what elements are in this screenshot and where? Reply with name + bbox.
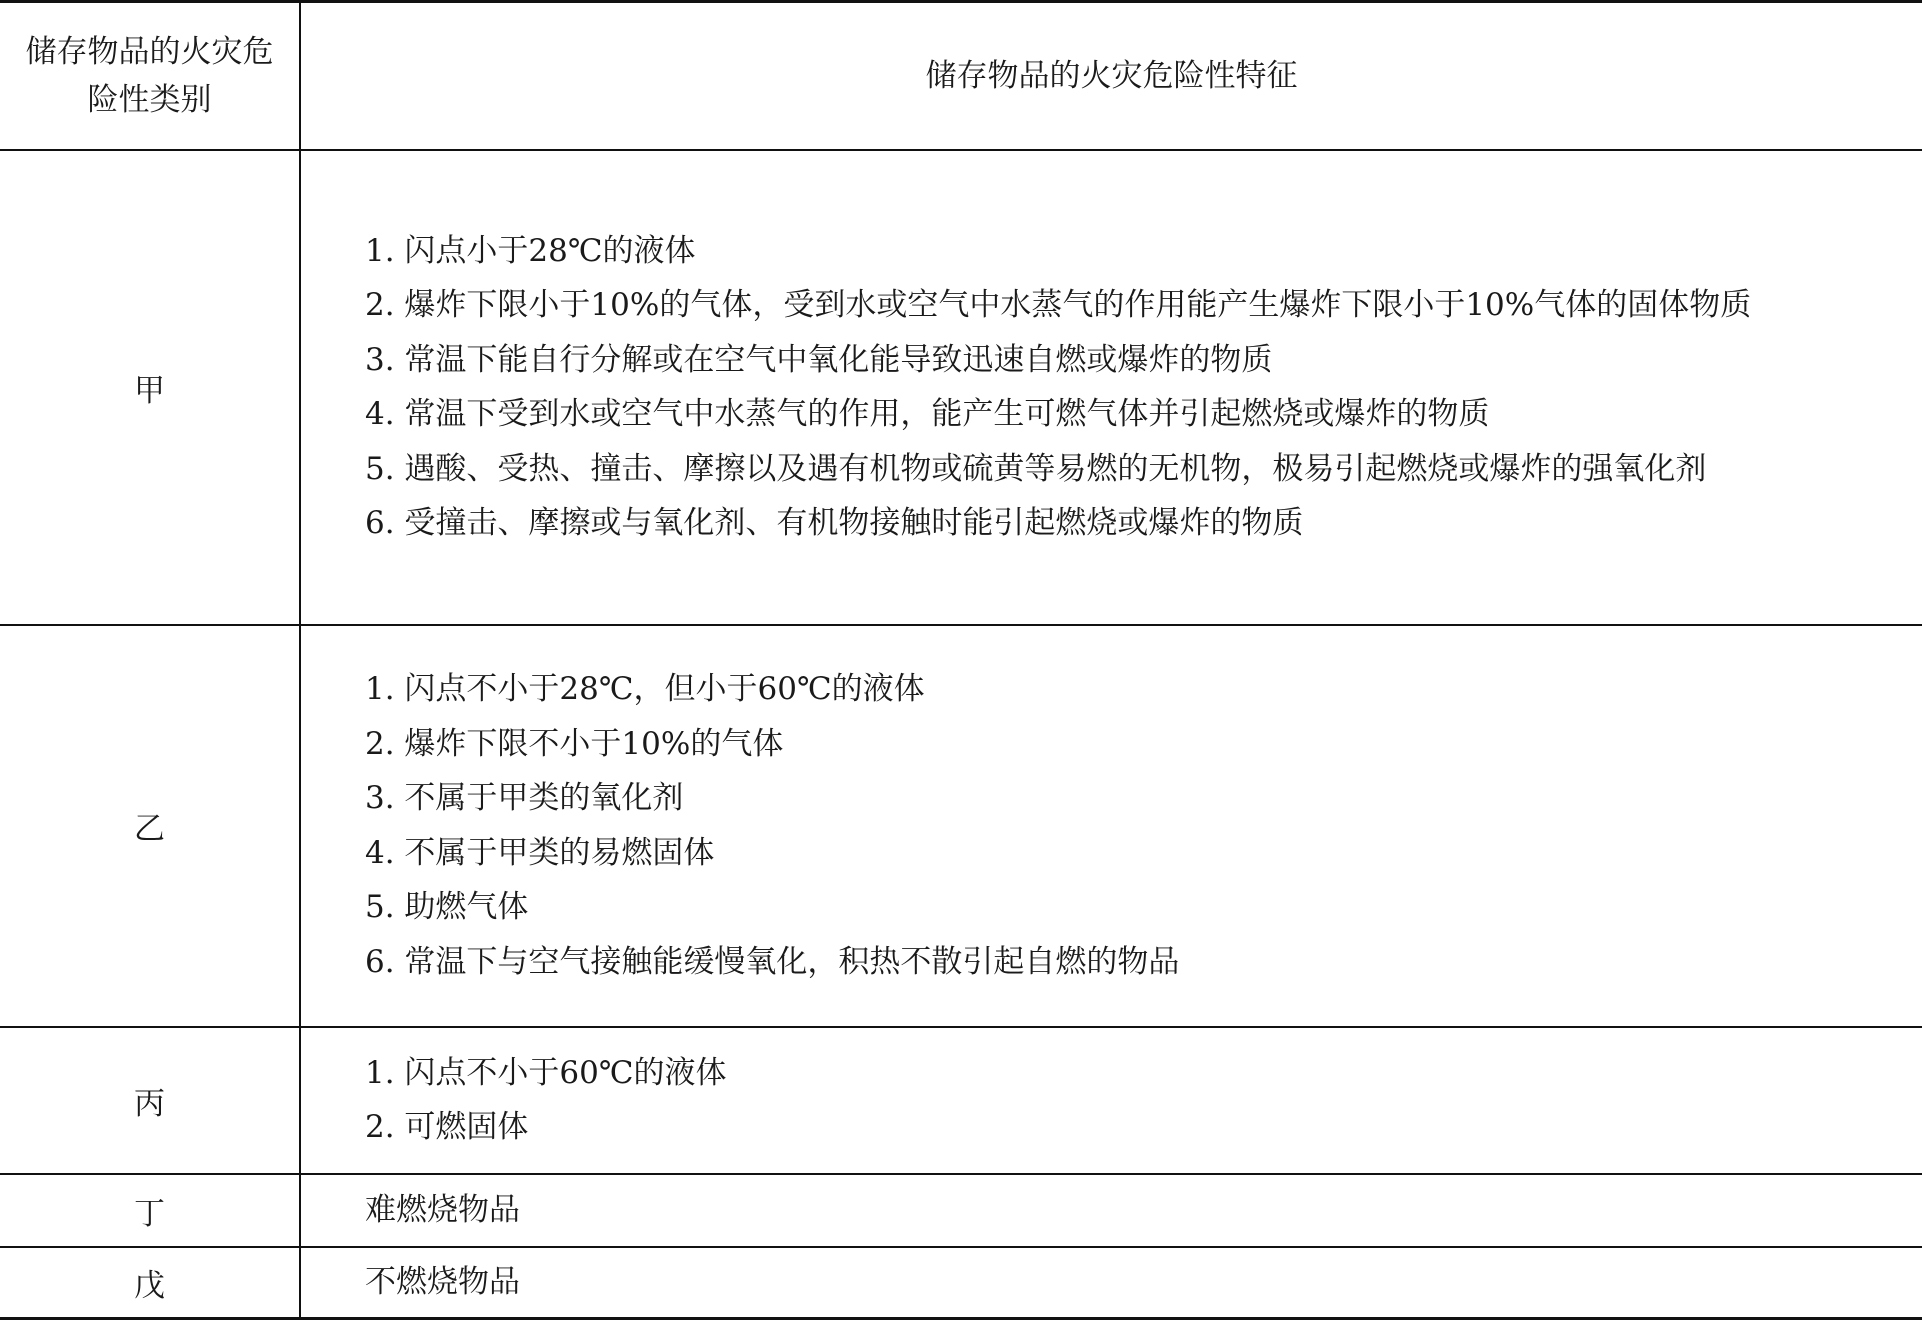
characteristic-item: 3. 不属于甲类的氧化剂 (365, 780, 684, 816)
category-cell: 甲 (0, 150, 300, 625)
characteristic-item: 2. 爆炸下限不小于10%的气体 (365, 725, 784, 762)
table-row-yi (0, 625, 1922, 1027)
characteristic-item: 5. 遇酸、受热、撞击、摩擦以及遇有机物或硫黄等易燃的无机物，极易引起燃烧或爆炸的强氧化剂 (365, 450, 1707, 487)
table-row-bing (0, 1027, 1922, 1174)
characteristic-item: 1. 闪点不小于28℃，但小于60℃的液体 (365, 671, 925, 707)
characteristics-cell (300, 1027, 1922, 1174)
characteristic-item: 5. 助燃气体 (365, 889, 529, 925)
category-cell: 丁 (0, 1174, 300, 1247)
characteristic-item: 6. 受撞击、摩擦或与氧化剂、有机物接触时能引起燃烧或爆炸的物质 (365, 505, 1304, 541)
table-row-wu (0, 1247, 1922, 1319)
characteristic-item: 2. 可燃固体 (365, 1109, 529, 1145)
characteristic-item: 6. 常温下与空气接触能缓慢氧化，积热不散引起自燃的物品 (365, 943, 1180, 980)
category-cell: 戊 (0, 1247, 300, 1319)
characteristic-item: 1. 闪点不小于60℃的液体 (365, 1054, 727, 1091)
characteristic-item: 3. 常温下能自行分解或在空气中氧化能导致迅速自燃或爆炸的物质 (365, 341, 1273, 378)
characteristics-cell (300, 1174, 1922, 1247)
characteristic-item: 4. 常温下受到水或空气中水蒸气的作用，能产生可燃气体并引起燃烧或爆炸的物质 (365, 396, 1490, 432)
category-cell: 乙 (0, 625, 300, 1027)
characteristics-cell (300, 1247, 1922, 1319)
characteristic-item: 2. 爆炸下限小于10%的气体，受到水或空气中水蒸气的作用能产生爆炸下限小于10%气体的固体物质 (365, 287, 1752, 323)
table-row-jia (0, 150, 1922, 625)
characteristic-item: 1. 闪点小于28℃的液体 (365, 232, 696, 269)
characteristics-cell (300, 150, 1922, 625)
characteristic-item: 难燃烧物品 (365, 1191, 520, 1228)
category-cell: 丙 (0, 1027, 300, 1174)
header-category: 储存物品的火灾危险性类别 (0, 2, 300, 150)
characteristic-item: 不燃烧物品 (365, 1264, 520, 1300)
header-characteristics: 储存物品的火灾危险性特征 (300, 2, 1922, 150)
table-row-ding (0, 1174, 1922, 1247)
characteristic-item: 4. 不属于甲类的易燃固体 (365, 834, 715, 871)
characteristics-cell (300, 625, 1922, 1027)
table-header-row (0, 2, 1922, 150)
